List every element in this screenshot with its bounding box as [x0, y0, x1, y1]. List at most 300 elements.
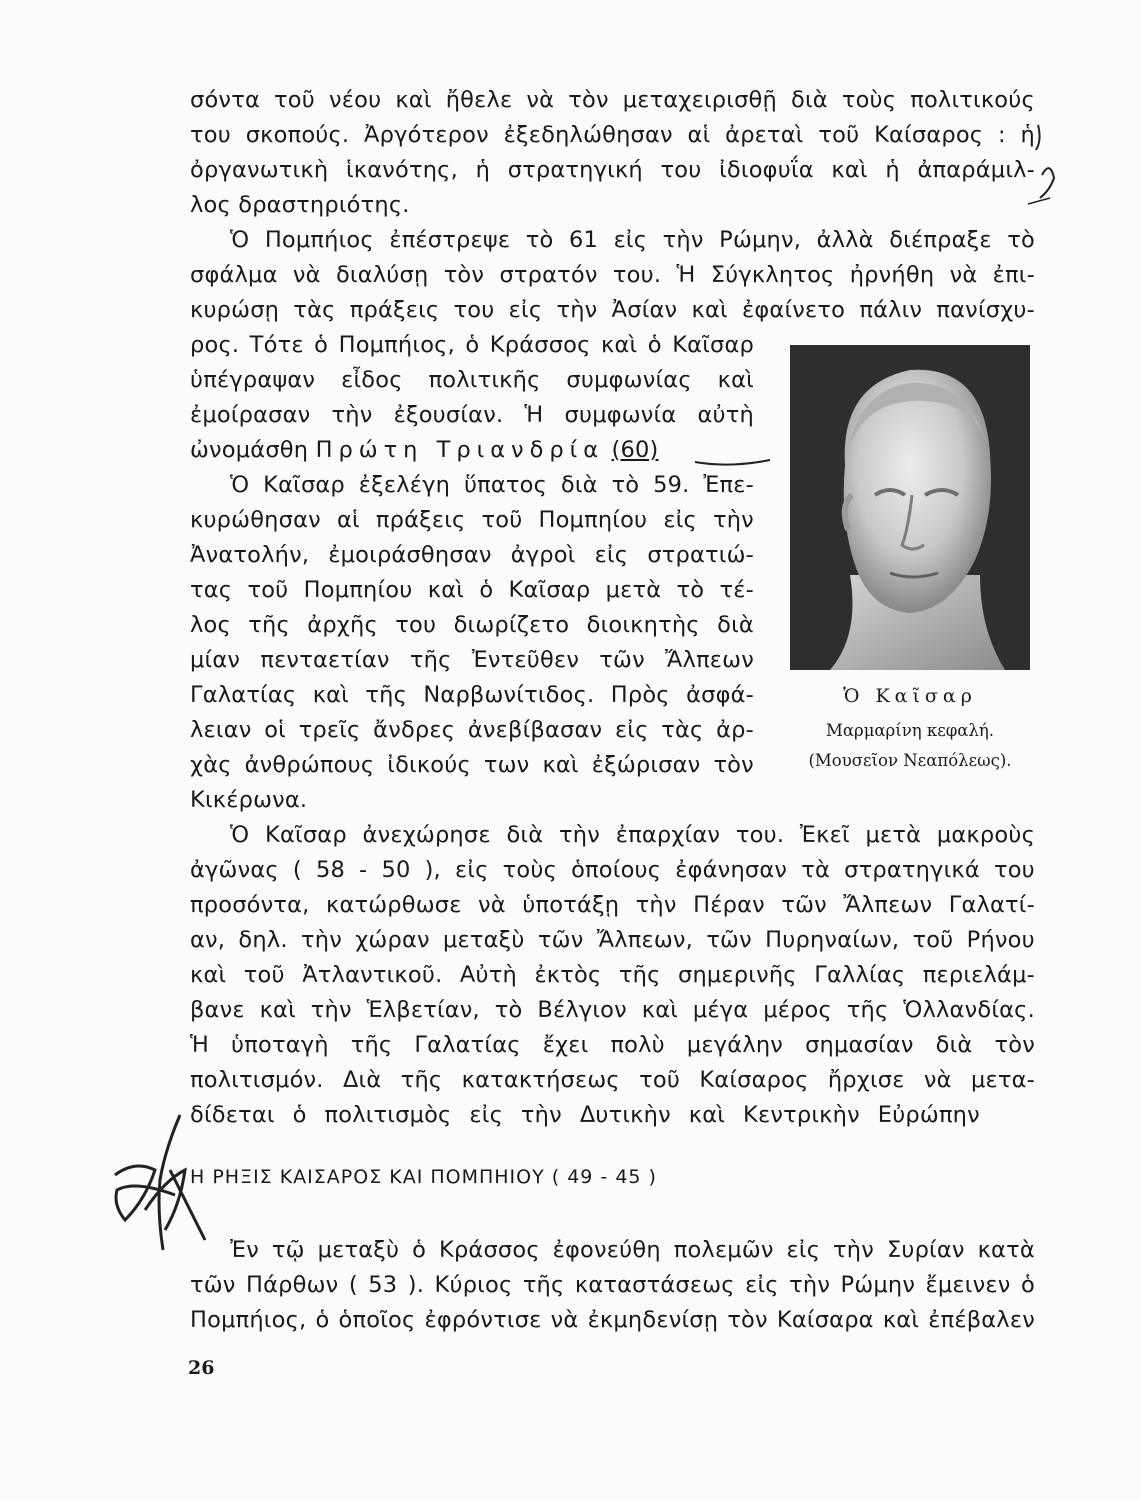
word: συμφωνία: [564, 402, 677, 428]
word: Συρίαν: [886, 1237, 965, 1263]
word: ἐπέβαλεν: [928, 1307, 1035, 1333]
word: Ἡ: [676, 262, 696, 288]
text-line: [230, 222, 1035, 258]
word: ὁ: [412, 1237, 427, 1263]
word: διὰ: [506, 822, 544, 848]
text-line: [190, 292, 1035, 328]
word: (: [292, 857, 302, 883]
word: πράξεις: [375, 507, 466, 533]
word: μεταξὺ: [443, 927, 525, 953]
word: νὰ: [292, 262, 321, 288]
word: πενταετίαν: [260, 647, 390, 673]
word: κατὰ: [977, 1237, 1035, 1263]
word: ἔχει: [542, 1032, 589, 1058]
text-line: [190, 712, 754, 748]
word: του.: [612, 262, 662, 288]
word: ἰδικούς: [387, 752, 471, 778]
word: τέ-: [719, 577, 754, 603]
caesar-bust-photo: [790, 345, 1030, 670]
text-line: [190, 257, 1035, 293]
word: Γαλατίας: [414, 1032, 521, 1058]
section-heading: Η ΡΗΞΙΣ ΚΑΙΣΑΡΟΣ ΚΑΙ ΠΟΜΠΗΙΟΥ ( 49 - 45 ): [190, 1166, 657, 1188]
word: μετὰ: [605, 577, 662, 603]
word: ἡ: [885, 157, 900, 183]
word: καταστάσεως: [574, 1272, 735, 1298]
word: Ἀτλαντικοῦ.: [302, 962, 443, 988]
word: ἡ: [1020, 122, 1035, 148]
word: ἐφονεύθη: [552, 1237, 661, 1263]
word: :: [997, 122, 1006, 148]
text-line: [190, 992, 1035, 1028]
word: πολιτικῆς: [428, 367, 541, 393]
word: τῆς: [522, 1272, 565, 1298]
word: Σύγκλητος: [710, 262, 835, 288]
text-line: [190, 887, 1035, 923]
word: καὶ: [831, 157, 868, 183]
word: καὶ: [427, 577, 465, 603]
word: Ὁ: [230, 472, 250, 498]
word: καὶ: [641, 997, 679, 1023]
word: αἱ: [336, 507, 360, 533]
word: Ἡ: [190, 1032, 209, 1058]
word: εἰς: [614, 717, 649, 743]
word: νὰ: [923, 1067, 952, 1093]
text-line: [190, 572, 754, 608]
word: Ἑλβετίαν,: [366, 997, 480, 1023]
word: ὁ: [292, 1102, 307, 1128]
word: καὶ: [395, 87, 432, 113]
word: χώραν: [355, 927, 430, 953]
word: τῆς: [365, 682, 407, 708]
word: εἰς: [663, 507, 697, 533]
word: Δυτικὴν: [579, 1102, 671, 1128]
word: εἰς: [454, 857, 489, 883]
word: τὸ: [676, 577, 705, 603]
word: καὶ: [691, 297, 728, 323]
word: τὴν: [310, 997, 352, 1023]
text-line: [190, 1097, 980, 1133]
word: προσόντα,: [190, 892, 310, 918]
word: Καῖσαρ: [265, 822, 347, 848]
word: Κράσσος: [489, 332, 591, 358]
word: μέρος: [763, 997, 832, 1023]
word: στρατηγική: [507, 157, 643, 183]
word: νέου: [328, 87, 382, 113]
word: καὶ: [882, 1307, 920, 1333]
word: ἀνθρώπους: [244, 752, 375, 778]
word: τὴν: [712, 507, 754, 533]
word: Ἡ: [524, 402, 544, 428]
word: τὸν: [443, 262, 485, 288]
word: εἰς: [508, 297, 543, 323]
word: τὴν: [520, 1102, 562, 1128]
word: Ἐντεῦθεν: [471, 647, 580, 673]
word: ἐξελέγη: [358, 472, 451, 498]
word: σφάλμα: [190, 262, 278, 288]
word: τὸν: [994, 1032, 1035, 1058]
word: ὑποταγὴ: [231, 1032, 329, 1058]
figure-caption-material: Μαρμαρίνη κεφαλή.: [825, 721, 995, 740]
word: ἤρχισε: [827, 1067, 905, 1093]
word: ἀρχῆς: [307, 612, 378, 638]
word: τῆς: [618, 962, 661, 988]
word: Πομπηίου: [538, 507, 648, 533]
word: Τότε: [249, 332, 304, 358]
text-line: [190, 642, 754, 678]
word: χὰς: [190, 752, 232, 778]
word: μεταξὺ: [317, 1237, 400, 1263]
word: πολὺ: [610, 1032, 665, 1058]
word: αὐτὴ: [697, 402, 754, 428]
text-line: [230, 1232, 1035, 1268]
word: Πομπηίου: [303, 577, 413, 603]
word: Ἀνατολήν,: [190, 542, 310, 568]
word: ἐφαίνετο: [742, 297, 846, 323]
word: του: [190, 122, 231, 148]
word: κυρώσῃ: [190, 297, 280, 323]
word: καὶ: [688, 1102, 726, 1128]
word: τῶν: [190, 1272, 236, 1298]
word: ὕπατος: [463, 472, 548, 498]
word: τὰ: [801, 857, 831, 883]
word: ἐπέστρεψε: [389, 227, 511, 253]
word: τῆς: [350, 1032, 393, 1058]
word: του.: [735, 822, 785, 848]
word: τῶν: [599, 647, 645, 673]
word: ἐπαρχίαν: [615, 822, 721, 848]
word: κατακτήσεως: [461, 1067, 620, 1093]
word: ὁποῖος: [338, 1307, 416, 1333]
text-line: [190, 1027, 1035, 1063]
word: Αὐτὴ: [459, 962, 517, 988]
word: ἀγροὶ: [510, 542, 576, 568]
word: τοῦ: [912, 927, 954, 953]
word: τὸν: [713, 752, 754, 778]
word: Πομπήιος: [264, 227, 374, 253]
word: Κράσσος: [438, 1237, 540, 1263]
word: νὰ: [478, 892, 506, 918]
word: εἰς: [594, 542, 629, 568]
word: Καίσαρος: [699, 1067, 809, 1093]
word: ἀγῶνας: [190, 857, 279, 883]
text-line: [190, 362, 754, 398]
word: Γαλατίας: [190, 682, 297, 708]
word: ).: [407, 1272, 425, 1298]
word: ἐφρόντισε: [424, 1307, 542, 1333]
word: τὴν: [331, 402, 373, 428]
word: πανίσχυ-: [936, 297, 1035, 323]
text-line: [190, 397, 754, 433]
word: τοῦ: [481, 507, 523, 533]
word: του: [453, 297, 495, 323]
word: Διὰ: [342, 1067, 382, 1093]
word: τὸ: [1007, 227, 1035, 253]
word: τὰς: [293, 297, 336, 323]
word: μεγάλην: [686, 1032, 784, 1058]
word: πολεμῶν: [673, 1237, 774, 1263]
word: Ρήνου: [966, 927, 1035, 953]
word: τῆς: [400, 1067, 443, 1093]
word: τοῦ: [639, 1067, 681, 1093]
word: τοὺς: [502, 857, 557, 883]
text-line: [190, 747, 754, 783]
word: εἰς: [613, 227, 648, 253]
text-line: [190, 82, 1035, 118]
word: τὴν: [789, 1272, 831, 1298]
text-line: Κικέρωνα.: [190, 787, 308, 813]
word: τοῦ: [818, 122, 860, 148]
word: 53: [368, 1272, 398, 1298]
text-line: [190, 1302, 1035, 1338]
word: τῆς: [248, 612, 290, 638]
word: ὁποίους: [571, 857, 662, 883]
word: του: [993, 857, 1035, 883]
word: ἐκμηδενίσῃ: [587, 1307, 719, 1333]
word: ἔμεινεν: [925, 1272, 1011, 1298]
word: ὀργανωτικὴ: [190, 157, 329, 183]
word: εἰς: [469, 1102, 503, 1128]
word: εἰς: [745, 1272, 779, 1298]
page-number: 26: [188, 1357, 215, 1379]
word: ἀνεβίβασαν: [467, 717, 603, 743]
word: τὴν: [662, 227, 704, 253]
word: αν,: [190, 927, 226, 953]
word: Ἄλπεων,: [596, 927, 694, 953]
text-line: [190, 117, 1035, 153]
word: (: [348, 1272, 358, 1298]
word: Κύριος: [434, 1272, 513, 1298]
word: καὶ: [312, 682, 349, 708]
word: ),: [424, 857, 441, 883]
word: Πρὸς: [610, 682, 670, 708]
text-line: [190, 152, 1035, 188]
word: καὶ: [542, 752, 579, 778]
word: τῆς: [846, 997, 889, 1023]
word: τὸν: [727, 1307, 768, 1333]
word: ὁ: [314, 332, 329, 358]
word: Πομπήιος,: [190, 1307, 307, 1333]
word: σκοπούς.: [245, 122, 350, 148]
word: τῷ: [271, 1237, 305, 1263]
word: μεταχειρισθῇ: [622, 87, 777, 113]
triandria-line: [190, 432, 754, 468]
word: Ρώμην: [840, 1272, 916, 1298]
word: τὴν: [635, 892, 677, 918]
word: Γαλλίας: [814, 962, 906, 988]
word: μακροὺς: [936, 822, 1035, 848]
word: τὴν: [556, 297, 598, 323]
word: Καίσαρα: [776, 1307, 874, 1333]
word: τὴν: [833, 1237, 875, 1263]
word: δηλ.: [238, 927, 288, 953]
word: τὸ: [494, 997, 523, 1023]
word: τας: [190, 577, 233, 603]
word: μίαν: [190, 647, 241, 673]
word: ρος.: [190, 332, 240, 358]
word: Καῖσαρ: [508, 577, 591, 603]
word: ὁ: [647, 332, 662, 358]
word: περιελάμ-: [922, 962, 1035, 988]
word: Πομπήιος,: [338, 332, 455, 358]
word: πολιτισμὸς: [324, 1102, 452, 1128]
word: τοῦ: [274, 87, 315, 113]
word: τῶν: [706, 927, 752, 953]
text-line: [190, 502, 754, 538]
word: καὶ: [190, 962, 227, 988]
word: διὰ: [560, 472, 598, 498]
word: ὁ: [315, 1307, 330, 1333]
word: Εὐρώπην: [877, 1102, 980, 1128]
word: 61: [569, 227, 599, 253]
word: Ὁ: [230, 227, 250, 253]
word: κυρώθησαν: [190, 507, 321, 533]
word: του: [660, 157, 702, 183]
word: τὴν: [300, 927, 342, 953]
word: ἀρεταὶ: [725, 122, 804, 148]
text-line: λος δραστηριότης.: [190, 192, 410, 218]
word: Ἀργότερον: [364, 122, 489, 148]
word: πάλιν: [859, 297, 923, 323]
word: ἐξουσίαν.: [393, 402, 504, 428]
word: πολιτισμόν.: [190, 1067, 324, 1093]
word: Ἐπε-: [703, 472, 754, 498]
word: ἀσφά-: [686, 682, 754, 708]
word: τοῦ: [243, 962, 285, 988]
text-line: [190, 537, 754, 573]
word: σόντα: [190, 87, 260, 113]
word: τὰς: [661, 717, 704, 743]
word: τὸν: [568, 87, 609, 113]
word: σημερινῆς: [677, 962, 797, 988]
word: οἱ: [264, 717, 286, 743]
word: Ὁλλανδίας.: [903, 997, 1035, 1023]
word: ἡ: [475, 157, 491, 183]
word: ἱκανότης,: [345, 157, 458, 183]
word: ἐφάνησαν: [675, 857, 788, 883]
word: λειαν: [190, 717, 252, 743]
word: Πέραν: [693, 892, 765, 918]
word: ὁ: [479, 577, 494, 603]
figure-caption-museum: (Μουσεῖον Νεαπόλεως).: [808, 751, 1012, 770]
word: στρατόν: [499, 262, 598, 288]
word: τοὺς: [841, 87, 897, 113]
word: στρατιώ-: [647, 542, 754, 568]
word: διὰ: [791, 87, 828, 113]
word: Πάρθων: [246, 1272, 339, 1298]
word: ἀπαράμιλ-: [917, 157, 1035, 183]
word: ἀλλὰ: [816, 227, 874, 253]
word: ἀνεχώρησε: [362, 822, 491, 848]
word: εἰς: [786, 1237, 821, 1263]
word: καὶ: [601, 332, 638, 358]
word: Ὁ: [230, 822, 250, 848]
word: διοικητὴς: [586, 612, 700, 638]
word: μετὰ: [865, 822, 922, 848]
word: τῶν: [781, 892, 827, 918]
word: ὑπέγραψαν: [190, 367, 316, 393]
word: καὶ: [259, 997, 296, 1023]
word: Ἐν: [230, 1237, 259, 1263]
word: διαλύσῃ: [335, 262, 429, 288]
word: μετα-: [971, 1067, 1035, 1093]
word: 58: [315, 857, 345, 883]
word: Καῖσαρ: [263, 472, 345, 498]
word: Ναρβωνίτιδος.: [423, 682, 595, 708]
word: ἰδιοφυΐα: [719, 157, 814, 183]
word: Ἀσίαν: [611, 297, 678, 323]
word: καὶ: [717, 367, 754, 393]
word: διὰ: [935, 1032, 973, 1058]
word: ἀρ-: [716, 717, 754, 743]
word: τὴν: [559, 822, 600, 848]
word: δίδεται: [190, 1102, 275, 1128]
word: μέγα: [692, 997, 749, 1023]
word: αἱ: [687, 122, 711, 148]
word: Βέλγιον: [537, 997, 627, 1023]
word: τῆς: [409, 647, 452, 673]
word: ἐπι-: [992, 262, 1035, 288]
word: τῶν: [537, 927, 584, 953]
word: ὑποτάξῃ: [522, 892, 620, 918]
word: τὸ: [525, 227, 554, 253]
triandria-prefix: ὠνομάσθη: [190, 437, 309, 463]
word: τοῦ: [247, 577, 289, 603]
word: Ρώμην,: [719, 227, 802, 253]
word: Γαλατί-: [948, 892, 1035, 918]
triandria-year: (60): [611, 437, 659, 463]
word: διὰ: [717, 612, 754, 638]
word: εἶδος: [341, 367, 403, 393]
word: νὰ: [550, 1307, 579, 1333]
text-line: [190, 852, 1035, 888]
word: διέπραξε: [889, 227, 992, 253]
word: σημασίαν: [805, 1032, 914, 1058]
word: ὁ: [1020, 1272, 1035, 1298]
word: Ἐκεῖ: [799, 822, 850, 848]
word: των: [483, 752, 530, 778]
triandria-term: Πρώτη Τριανδρία: [315, 437, 605, 463]
word: Καῖσαρ: [672, 332, 754, 358]
word: ἐκτὸς: [534, 962, 602, 988]
word: νὰ: [949, 262, 978, 288]
word: Πυρηναίων,: [765, 927, 900, 953]
word: συμφωνίας: [566, 367, 692, 393]
word: νὰ: [526, 87, 555, 113]
figure-caption-title: Ὁ Καῖσαρ: [843, 685, 977, 707]
word: ἐμοίρασαν: [190, 402, 311, 428]
word: του: [395, 612, 437, 638]
text-line: [190, 957, 1035, 993]
word: πολιτικούς: [910, 87, 1035, 113]
word: ἐξώρισαν: [591, 752, 701, 778]
text-line: [230, 817, 1035, 853]
word: 50: [381, 857, 411, 883]
word: πράξεις: [349, 297, 440, 323]
word: διωρίζετο: [453, 612, 570, 638]
text-line: [190, 1062, 1035, 1098]
word: ἄνδρες: [373, 717, 456, 743]
word: Ἄλπεων: [843, 892, 933, 918]
word: ἐμοιράσθησαν: [328, 542, 492, 568]
word: Ἄλπεων: [665, 647, 754, 673]
text-line: [190, 327, 754, 363]
text-line: [190, 922, 1035, 958]
word: τὸ: [611, 472, 640, 498]
word: ἤθελε: [445, 87, 513, 113]
word: ἠρνήθη: [849, 262, 935, 288]
text-line: [190, 1267, 1035, 1303]
word: βανε: [190, 997, 245, 1023]
